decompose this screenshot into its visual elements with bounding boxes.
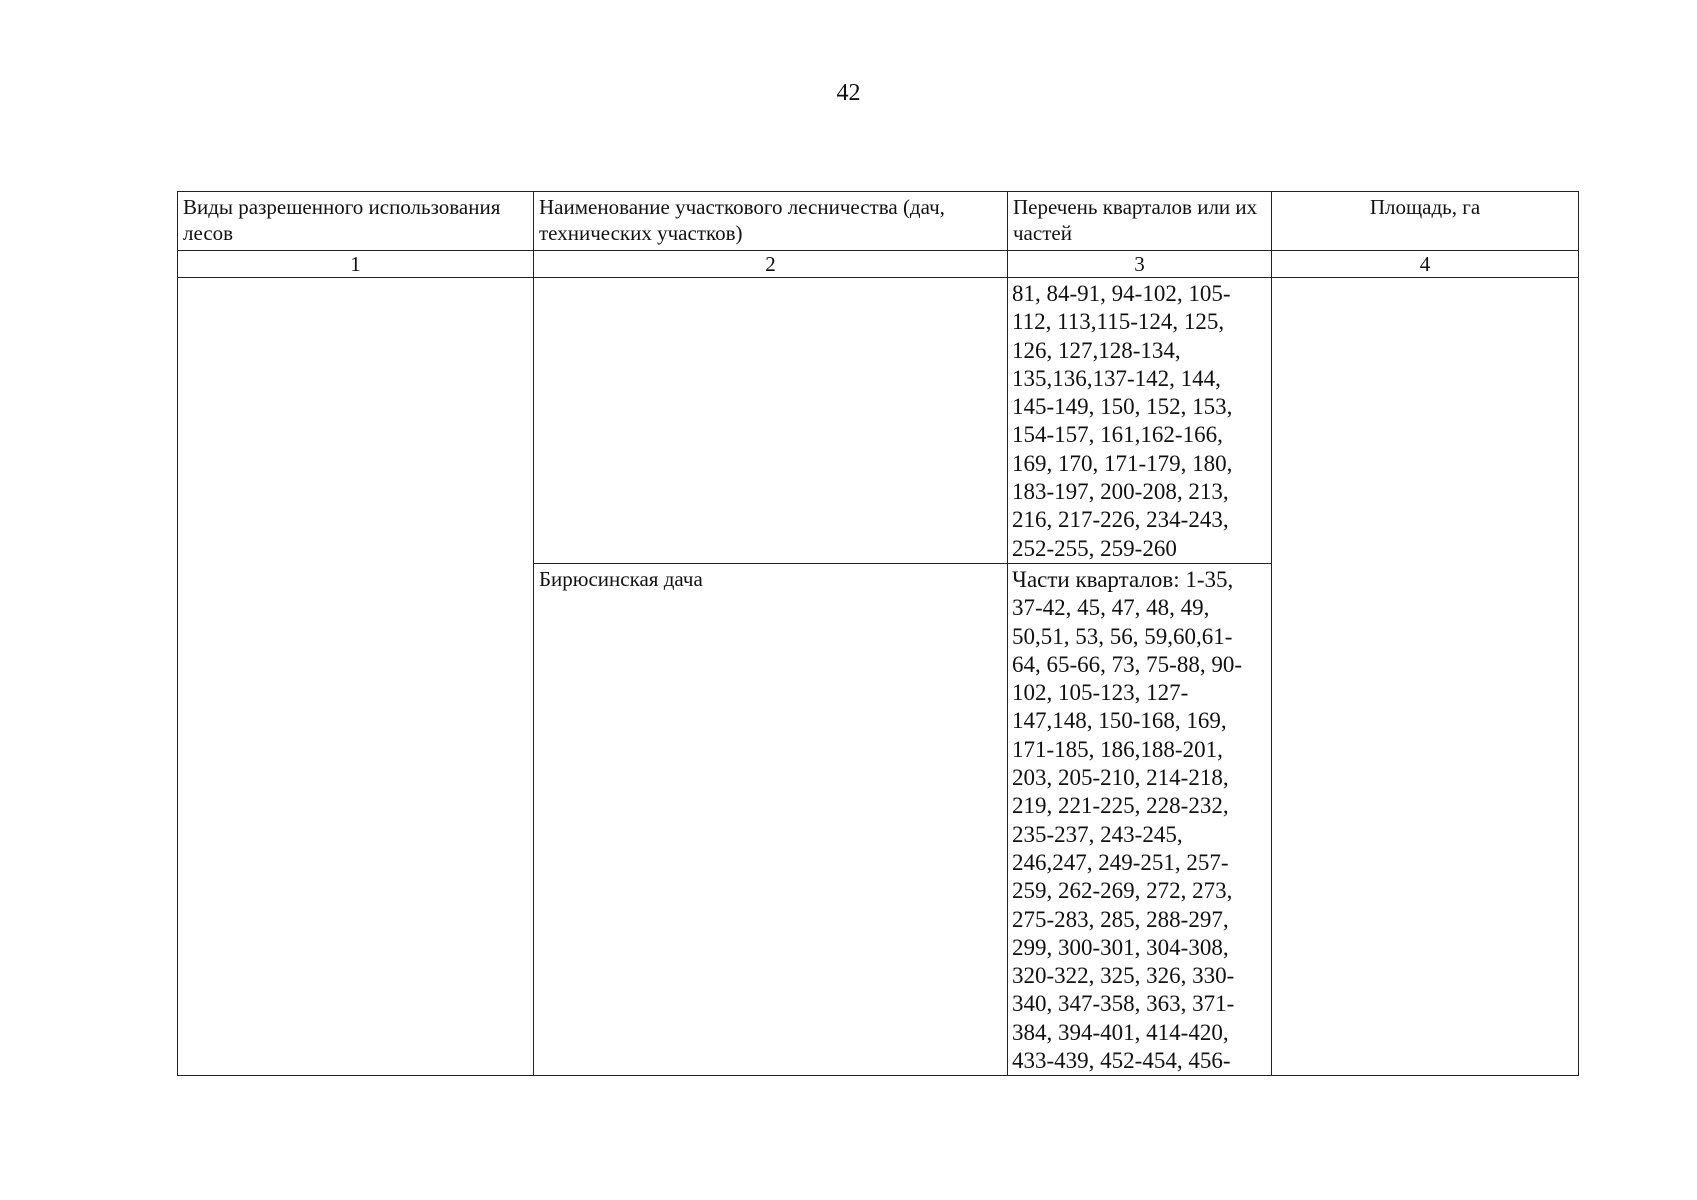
forest-use-table xyxy=(177,191,1579,1076)
quarters-cell xyxy=(1008,278,1272,564)
quarters-line: 112, 113,115-124, 125, xyxy=(1012,309,1225,335)
quarters-line: 154-157, 161,162-166, xyxy=(1012,422,1223,448)
column-number-2: 2 xyxy=(534,251,1008,278)
quarters-line: 259, 262-269, 272, 273, xyxy=(1012,878,1233,904)
quarters-line: 102, 105-123, 127- xyxy=(1012,680,1189,706)
header-use-type: Виды разрешенного использования лесов xyxy=(178,192,534,251)
quarters-line: 81, 84-91, 94-102, 105- xyxy=(1012,281,1231,306)
quarters-line: Части кварталов: 1-35, xyxy=(1012,567,1234,592)
column-number-1: 1 xyxy=(178,251,534,278)
quarters-line: 183-197, 200-208, 213, xyxy=(1012,479,1229,505)
forestry-name-cell xyxy=(534,278,1008,564)
quarters-line: 126, 127,128-134, xyxy=(1012,337,1181,363)
quarters-line: 171-185, 186,188-201, xyxy=(1012,736,1223,762)
header-row xyxy=(178,192,1579,251)
quarters-line: 50,51, 53, 56, 59,60,61- xyxy=(1012,623,1233,649)
quarters-line: 169, 170, 171-179, 180, xyxy=(1012,450,1233,476)
quarters-line: 433-439, 452-454, 456- xyxy=(1012,1048,1231,1074)
quarters-line: 340, 347-358, 363, 371- xyxy=(1012,991,1235,1017)
quarters-line: 147,148, 150-168, 169, xyxy=(1012,708,1227,734)
quarters-line: 299, 300-301, 304-308, xyxy=(1012,934,1229,960)
quarters-line: 235-237, 243-245, xyxy=(1012,821,1183,847)
quarters-line: 219, 221-225, 228-232, xyxy=(1012,793,1229,819)
quarters-line: 135,136,137-142, 144, xyxy=(1012,365,1221,391)
quarters-line: 246,247, 249-251, 257- xyxy=(1012,849,1229,875)
quarters-line: 275-283, 285, 288-297, xyxy=(1012,906,1229,932)
column-number-row xyxy=(178,251,1579,278)
quarters-line: 252-255, 259-260 xyxy=(1012,535,1177,561)
header-area: Площадь, га xyxy=(1272,192,1579,251)
quarters-line: 145-149, 150, 152, 153, xyxy=(1012,394,1233,420)
quarters-cell xyxy=(1008,564,1272,1076)
column-number-4: 4 xyxy=(1272,251,1579,278)
column-number-3: 3 xyxy=(1008,251,1272,278)
page-number: 42 xyxy=(836,80,861,106)
quarters-line: 384, 394-401, 414-420, xyxy=(1012,1019,1229,1045)
forestry-name-cell: Бирюсинская дача xyxy=(534,564,1008,1076)
forest-use-table-container xyxy=(177,191,1579,1076)
table-row xyxy=(178,278,1579,564)
quarters-line: 64, 65-66, 73, 75-88, 90- xyxy=(1012,651,1242,677)
quarters-line: 320-322, 325, 326, 330- xyxy=(1012,963,1235,989)
quarters-line: 37-42, 45, 47, 48, 49, xyxy=(1012,595,1210,621)
header-forestry-name: Наименование участкового лесничества (дач, технических участков) xyxy=(534,192,1008,251)
use-type-cell xyxy=(178,278,534,1076)
quarters-line: 216, 217-226, 234-243, xyxy=(1012,507,1229,533)
area-cell xyxy=(1272,278,1579,1076)
header-quarters: Перечень кварталов или их частей xyxy=(1008,192,1272,251)
quarters-line: 203, 205-210, 214-218, xyxy=(1012,765,1229,791)
